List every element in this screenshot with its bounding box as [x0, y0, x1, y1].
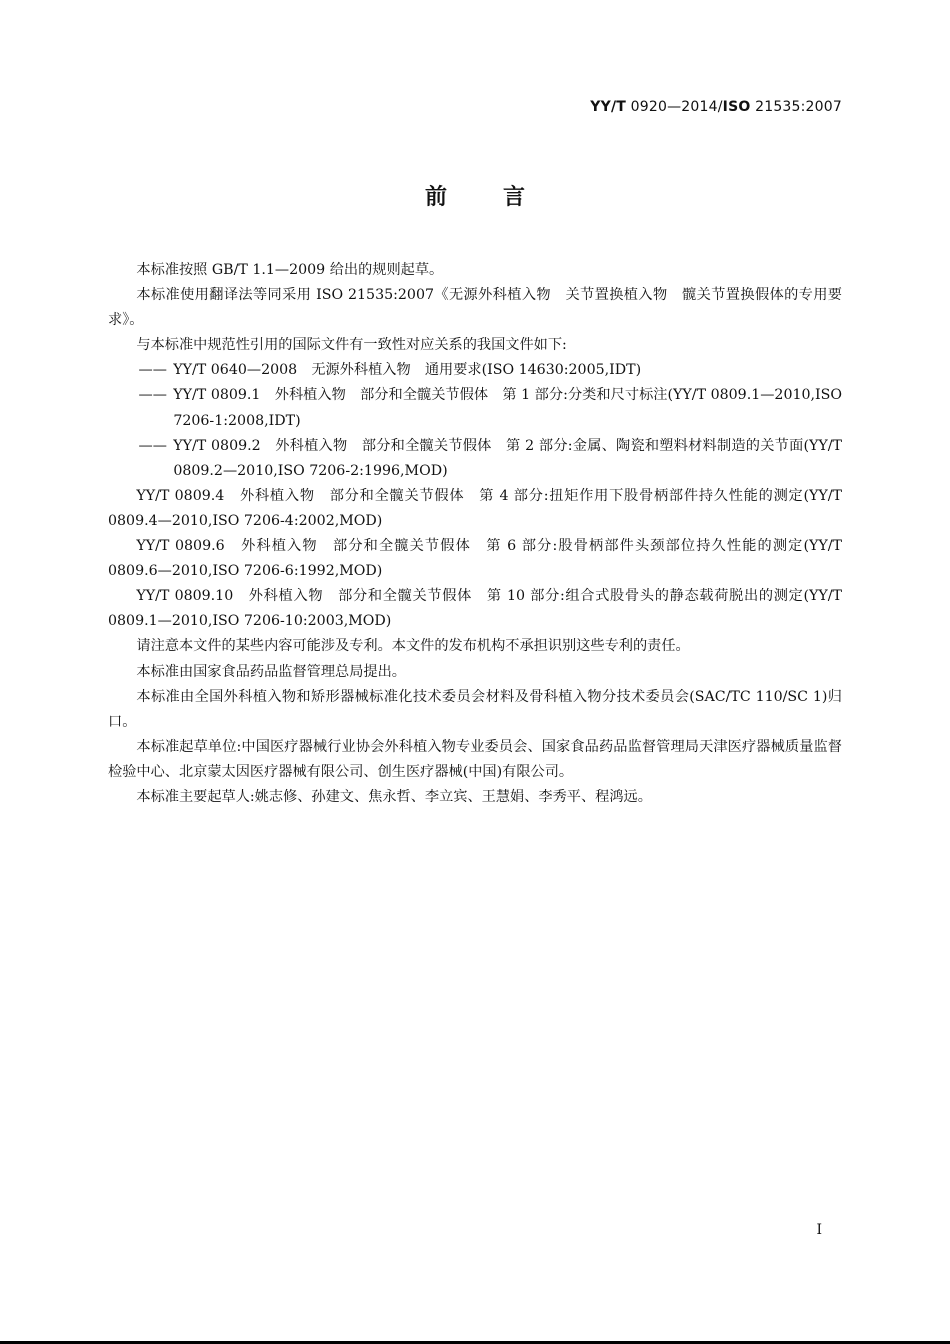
page-title: 前言 [424, 185, 581, 210]
paragraph-drafting-rules: 本标准按照 GB/T 1.1—2009 给出的规则起草。 [136, 262, 444, 278]
list-item-text: YY/T 0809.1 外科植入物 部分和全髋关节假体 第 1 部分:分类和尺寸标注(YY/T 0809.1—2010,ISO 7206-1:2008,IDT) [173, 387, 842, 429]
standard-code-number: 0920—2014/ [626, 99, 723, 115]
standard-code-prefix: YY/T [590, 99, 627, 115]
paragraph-proposer: 本标准由国家食品药品监督管理总局提出。 [136, 663, 406, 680]
paragraph-patent-notice: 请注意本文件的某些内容可能涉及专利。本文件的发布机构不承担识别这些专利的责任。 [136, 638, 690, 655]
iso-code-number: 21535:2007 [750, 99, 842, 115]
paragraph-committee: 本标准由全国外科植入物和矫形器械标准化技术委员会材料及骨科植入物分技术委员会(SAC/TC 110/SC 1)归口。 [108, 688, 842, 730]
paragraph-reference-part10: YY/T 0809.10 外科植入物 部分和全髋关节假体 第 10 部分:组合式股骨头的静态载荷脱出的测定(YY/T 0809.1—2010,ISO 7206-10:2003,MOD) [108, 588, 842, 630]
paragraph-reference-part4: YY/T 0809.4 外科植入物 部分和全髋关节假体 第 4 部分:扭矩作用下股骨柄部件持久性能的测定(YY/T 0809.4—2010,ISO 7206-4:2002,MOD) [108, 487, 842, 529]
foreword-body [108, 258, 842, 810]
list-item-dash: —— [138, 362, 167, 379]
paragraph-reference-part6: YY/T 0809.6 外科植入物 部分和全髋关节假体 第 6 部分:股骨柄部件头颈部位持久性能的测定(YY/T 0809.6—2010,ISO 7206-6:1992,MOD) [108, 538, 842, 580]
paragraph-drafting-units: 本标准起草单位:中国医疗器械行业协会外科植入物专业委员会、国家食品药品监督管理局天津医疗器械质量监督检验中心、北京蒙太因医疗器械有限公司、创生医疗器械(中国)有限公司。 [108, 738, 842, 780]
page-number: I [816, 1222, 822, 1238]
paragraph-reference-intro: 与本标准中规范性引用的国际文件有一致性对应关系的我国文件如下: [136, 337, 567, 354]
iso-code-prefix: ISO [722, 99, 751, 115]
list-item-text: YY/T 0640—2008 无源外科植入物 通用要求(ISO 14630:2005,IDT) [173, 362, 642, 379]
paragraph-drafters: 本标准主要起草人:姚志修、孙建文、焦永哲、李立宾、王慧娟、李秀平、程鸿远。 [136, 788, 652, 805]
list-item [108, 358, 842, 383]
standard-code-header [590, 99, 842, 115]
list-item-dash: —— [138, 437, 167, 454]
list-item-dash: —— [138, 387, 167, 404]
list-item [108, 383, 842, 433]
list-item [108, 434, 842, 484]
paragraph-adoption: 本标准使用翻译法等同采用 ISO 21535:2007《无源外科植入物 关节置换植入物 髋关节置换假体的专用要求》。 [108, 287, 842, 329]
list-item-text: YY/T 0809.2 外科植入物 部分和全髋关节假体 第 2 部分:金属、陶瓷和塑料材料制造的关节面(YY/T 0809.2—2010,ISO 7206-2:1996,MOD) [173, 437, 842, 479]
